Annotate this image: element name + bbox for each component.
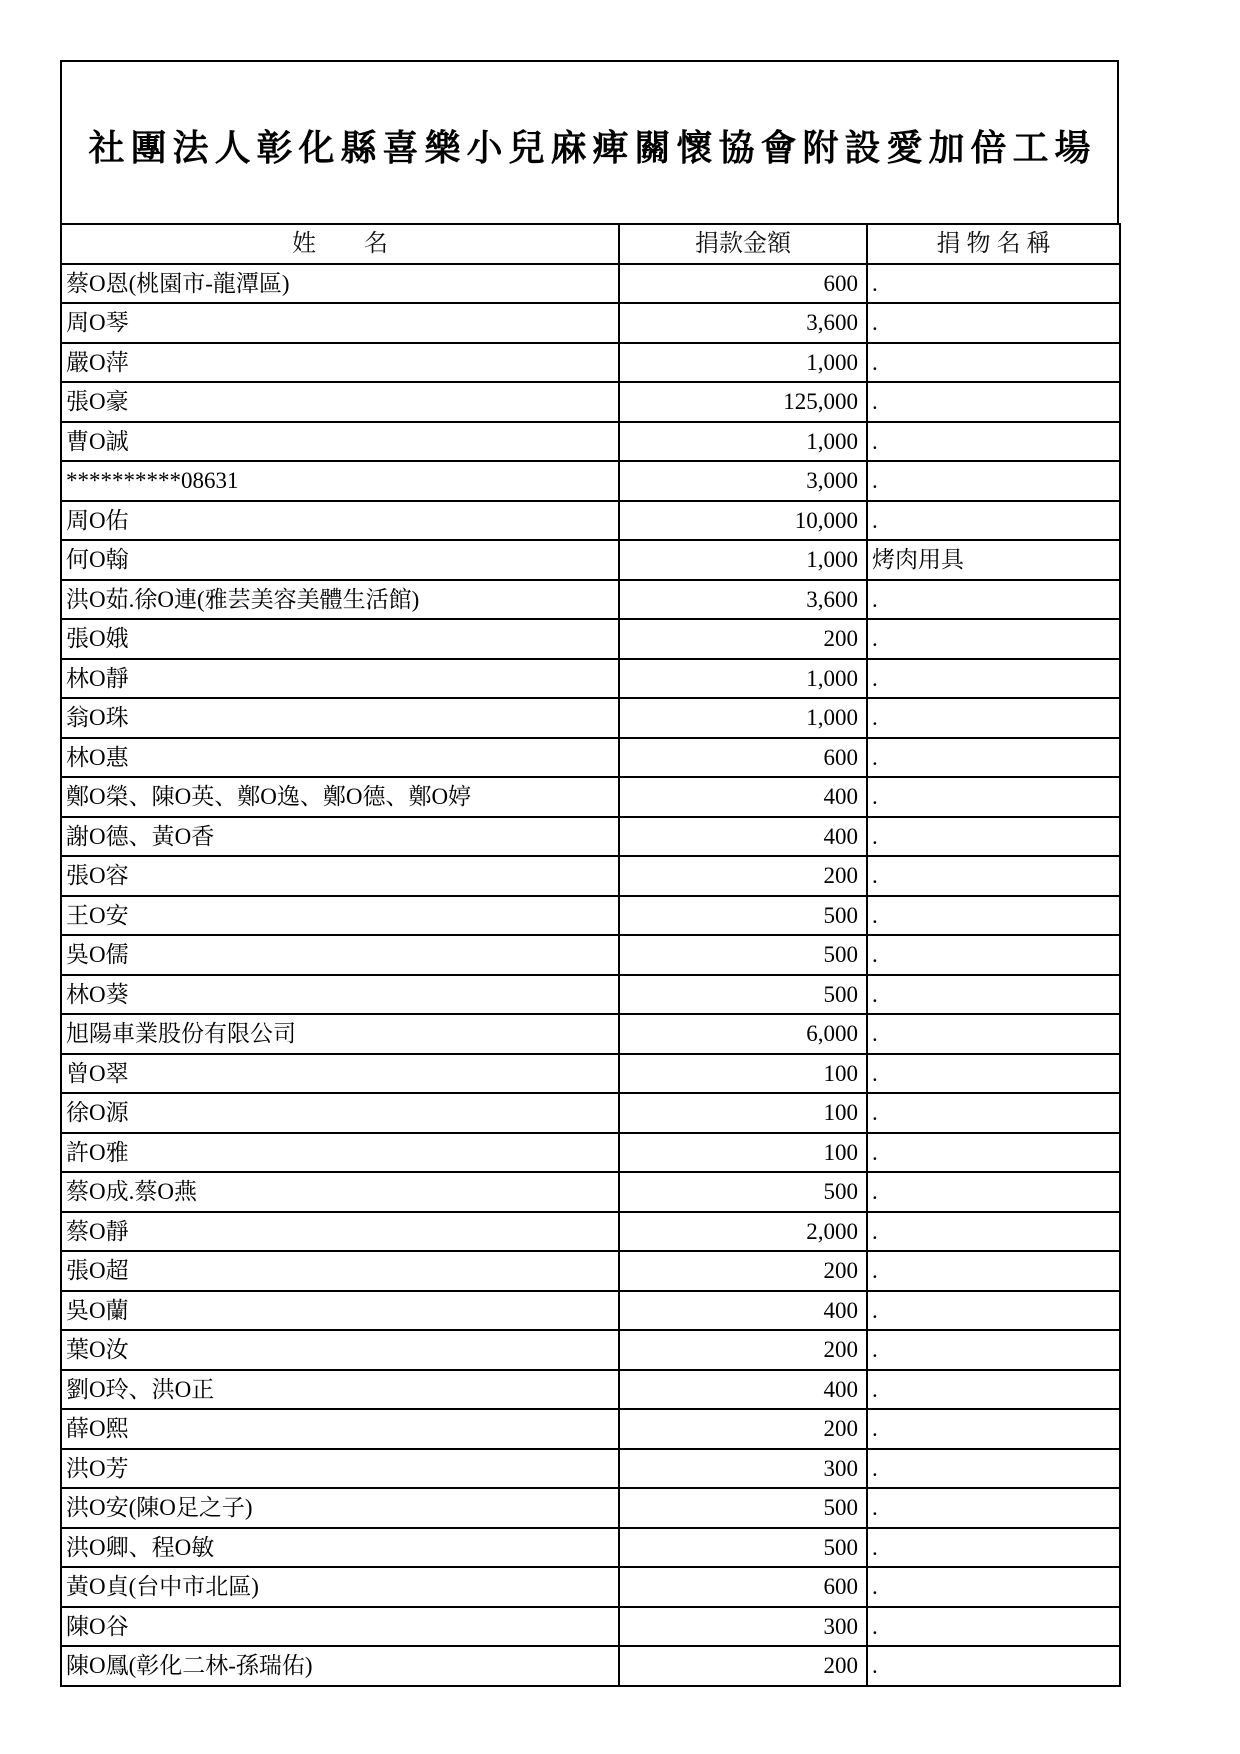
item-cell: .	[867, 343, 1120, 383]
item-cell: .	[867, 1014, 1120, 1054]
donor-name-cell: 鄭O榮、陳O英、鄭O逸、鄭O德、鄭O婷	[61, 777, 619, 817]
table-row	[61, 303, 1120, 343]
table-row	[61, 856, 1120, 896]
table-row	[61, 1409, 1120, 1449]
item-cell: .	[867, 382, 1120, 422]
donor-name-cell: 張O超	[61, 1251, 619, 1291]
item-cell: .	[867, 1646, 1120, 1686]
item-cell: .	[867, 1133, 1120, 1173]
donor-name-cell: 蔡O靜	[61, 1212, 619, 1252]
amount-cell: 200	[619, 1409, 867, 1449]
amount-cell: 200	[619, 1330, 867, 1370]
amount-cell: 100	[619, 1093, 867, 1133]
donor-name-cell: 張O容	[61, 856, 619, 896]
donor-name-cell: 蔡O成.蔡O燕	[61, 1172, 619, 1212]
amount-cell: 2,000	[619, 1212, 867, 1252]
item-cell: .	[867, 303, 1120, 343]
item-cell: .	[867, 1093, 1120, 1133]
table-row	[61, 817, 1120, 857]
donor-name-cell: 曹O誠	[61, 422, 619, 462]
table-row	[61, 619, 1120, 659]
amount-cell: 3,600	[619, 303, 867, 343]
donor-name-cell: 張O豪	[61, 382, 619, 422]
table-row	[61, 1370, 1120, 1410]
donor-name-cell: 陳O谷	[61, 1607, 619, 1647]
header-row	[61, 224, 1120, 264]
amount-cell: 1,000	[619, 343, 867, 383]
donor-name-cell: 林O靜	[61, 659, 619, 699]
item-cell: .	[867, 580, 1120, 620]
table-row	[61, 343, 1120, 383]
item-cell: .	[867, 1172, 1120, 1212]
amount-cell: 600	[619, 738, 867, 778]
amount-cell: 6,000	[619, 1014, 867, 1054]
item-cell: .	[867, 1488, 1120, 1528]
donor-name-cell: 葉O汝	[61, 1330, 619, 1370]
table-row	[61, 975, 1120, 1015]
item-cell: .	[867, 461, 1120, 501]
amount-cell: 3,600	[619, 580, 867, 620]
table-row	[61, 422, 1120, 462]
donor-name-cell: 吳O蘭	[61, 1291, 619, 1331]
table-row	[61, 1291, 1120, 1331]
item-cell: 烤肉用具	[867, 540, 1120, 580]
table-row	[61, 1172, 1120, 1212]
header-item: 捐 物 名 稱	[867, 224, 1120, 264]
donor-name-cell: 洪O安(陳O足之子)	[61, 1488, 619, 1528]
amount-cell: 200	[619, 1646, 867, 1686]
donation-sheet	[60, 60, 1119, 1687]
table-row	[61, 1212, 1120, 1252]
donation-table	[60, 223, 1121, 1687]
amount-cell: 10,000	[619, 501, 867, 541]
table-row	[61, 659, 1120, 699]
item-cell: .	[867, 975, 1120, 1015]
title-box	[60, 60, 1119, 223]
table-row	[61, 1488, 1120, 1528]
item-cell: .	[867, 1370, 1120, 1410]
table-row	[61, 1251, 1120, 1291]
table-row	[61, 264, 1120, 304]
item-cell: .	[867, 1330, 1120, 1370]
donor-name-cell: 林O惠	[61, 738, 619, 778]
item-cell: .	[867, 1251, 1120, 1291]
page-title: 社團法人彰化縣喜樂小兒麻痺關懷協會附設愛加倍工場	[88, 128, 1097, 168]
donor-name-cell: 陳O鳳(彰化二林-孫瑞佑)	[61, 1646, 619, 1686]
item-cell: .	[867, 1567, 1120, 1607]
donor-name-cell: 曾O翠	[61, 1054, 619, 1094]
item-cell: .	[867, 659, 1120, 699]
donor-name-cell: 張O娥	[61, 619, 619, 659]
item-cell: .	[867, 896, 1120, 936]
table-row	[61, 1607, 1120, 1647]
item-cell: .	[867, 935, 1120, 975]
item-cell: .	[867, 422, 1120, 462]
table-row	[61, 896, 1120, 936]
donor-name-cell: 旭陽車業股份有限公司	[61, 1014, 619, 1054]
amount-cell: 500	[619, 896, 867, 936]
amount-cell: 500	[619, 935, 867, 975]
table-row	[61, 1528, 1120, 1568]
amount-cell: 1,000	[619, 540, 867, 580]
donor-name-cell: 周O琴	[61, 303, 619, 343]
amount-cell: 1,000	[619, 659, 867, 699]
table-row	[61, 1330, 1120, 1370]
amount-cell: 3,000	[619, 461, 867, 501]
item-cell: .	[867, 1607, 1120, 1647]
table-row	[61, 1014, 1120, 1054]
amount-cell: 500	[619, 1528, 867, 1568]
amount-cell: 400	[619, 817, 867, 857]
item-cell: .	[867, 264, 1120, 304]
item-cell: .	[867, 817, 1120, 857]
table-row	[61, 1567, 1120, 1607]
amount-cell: 200	[619, 619, 867, 659]
amount-cell: 300	[619, 1449, 867, 1489]
table-row	[61, 382, 1120, 422]
item-cell: .	[867, 1449, 1120, 1489]
donor-name-cell: 黃O貞(台中市北區)	[61, 1567, 619, 1607]
item-cell: .	[867, 856, 1120, 896]
table-row	[61, 698, 1120, 738]
donor-name-cell: 徐O源	[61, 1093, 619, 1133]
item-cell: .	[867, 619, 1120, 659]
table-row	[61, 1133, 1120, 1173]
item-cell: .	[867, 1291, 1120, 1331]
amount-cell: 500	[619, 1488, 867, 1528]
amount-cell: 200	[619, 856, 867, 896]
donor-name-cell: 王O安	[61, 896, 619, 936]
donor-name-cell: 劉O玲、洪O正	[61, 1370, 619, 1410]
table-row	[61, 501, 1120, 541]
donor-name-cell: 何O翰	[61, 540, 619, 580]
amount-cell: 400	[619, 1291, 867, 1331]
item-cell: .	[867, 777, 1120, 817]
donor-name-cell: 洪O卿、程O敏	[61, 1528, 619, 1568]
item-cell: .	[867, 1054, 1120, 1094]
item-cell: .	[867, 698, 1120, 738]
header-amount: 捐款金額	[619, 224, 867, 264]
table-row	[61, 935, 1120, 975]
table-row	[61, 540, 1120, 580]
table-row	[61, 738, 1120, 778]
amount-cell: 500	[619, 1172, 867, 1212]
table-row	[61, 1093, 1120, 1133]
donor-name-cell: 翁O珠	[61, 698, 619, 738]
donor-name-cell: 周O佑	[61, 501, 619, 541]
table-row	[61, 777, 1120, 817]
amount-cell: 1,000	[619, 422, 867, 462]
item-cell: .	[867, 501, 1120, 541]
amount-cell: 500	[619, 975, 867, 1015]
item-cell: .	[867, 1409, 1120, 1449]
header-name: 姓 名	[61, 224, 619, 264]
donor-name-cell: 嚴O萍	[61, 343, 619, 383]
table-row	[61, 461, 1120, 501]
amount-cell: 125,000	[619, 382, 867, 422]
donor-name-cell: 洪O茹.徐O連(雅芸美容美體生活館)	[61, 580, 619, 620]
amount-cell: 400	[619, 777, 867, 817]
item-cell: .	[867, 1212, 1120, 1252]
amount-cell: 100	[619, 1133, 867, 1173]
table-row	[61, 1449, 1120, 1489]
donor-name-cell: 許O雅	[61, 1133, 619, 1173]
amount-cell: 100	[619, 1054, 867, 1094]
amount-cell: 600	[619, 1567, 867, 1607]
table-body	[61, 264, 1120, 1686]
amount-cell: 300	[619, 1607, 867, 1647]
table-row	[61, 1054, 1120, 1094]
table-row	[61, 1646, 1120, 1686]
donor-name-cell: 薛O熙	[61, 1409, 619, 1449]
donor-name-cell: 謝O德、黃O香	[61, 817, 619, 857]
amount-cell: 1,000	[619, 698, 867, 738]
item-cell: .	[867, 1528, 1120, 1568]
item-cell: .	[867, 738, 1120, 778]
amount-cell: 400	[619, 1370, 867, 1410]
donor-name-cell: 蔡O恩(桃園市-龍潭區)	[61, 264, 619, 304]
donor-name-cell: 吳O儒	[61, 935, 619, 975]
amount-cell: 200	[619, 1251, 867, 1291]
donor-name-cell: **********08631	[61, 461, 619, 501]
table-row	[61, 580, 1120, 620]
amount-cell: 600	[619, 264, 867, 304]
donor-name-cell: 洪O芳	[61, 1449, 619, 1489]
donor-name-cell: 林O葵	[61, 975, 619, 1015]
